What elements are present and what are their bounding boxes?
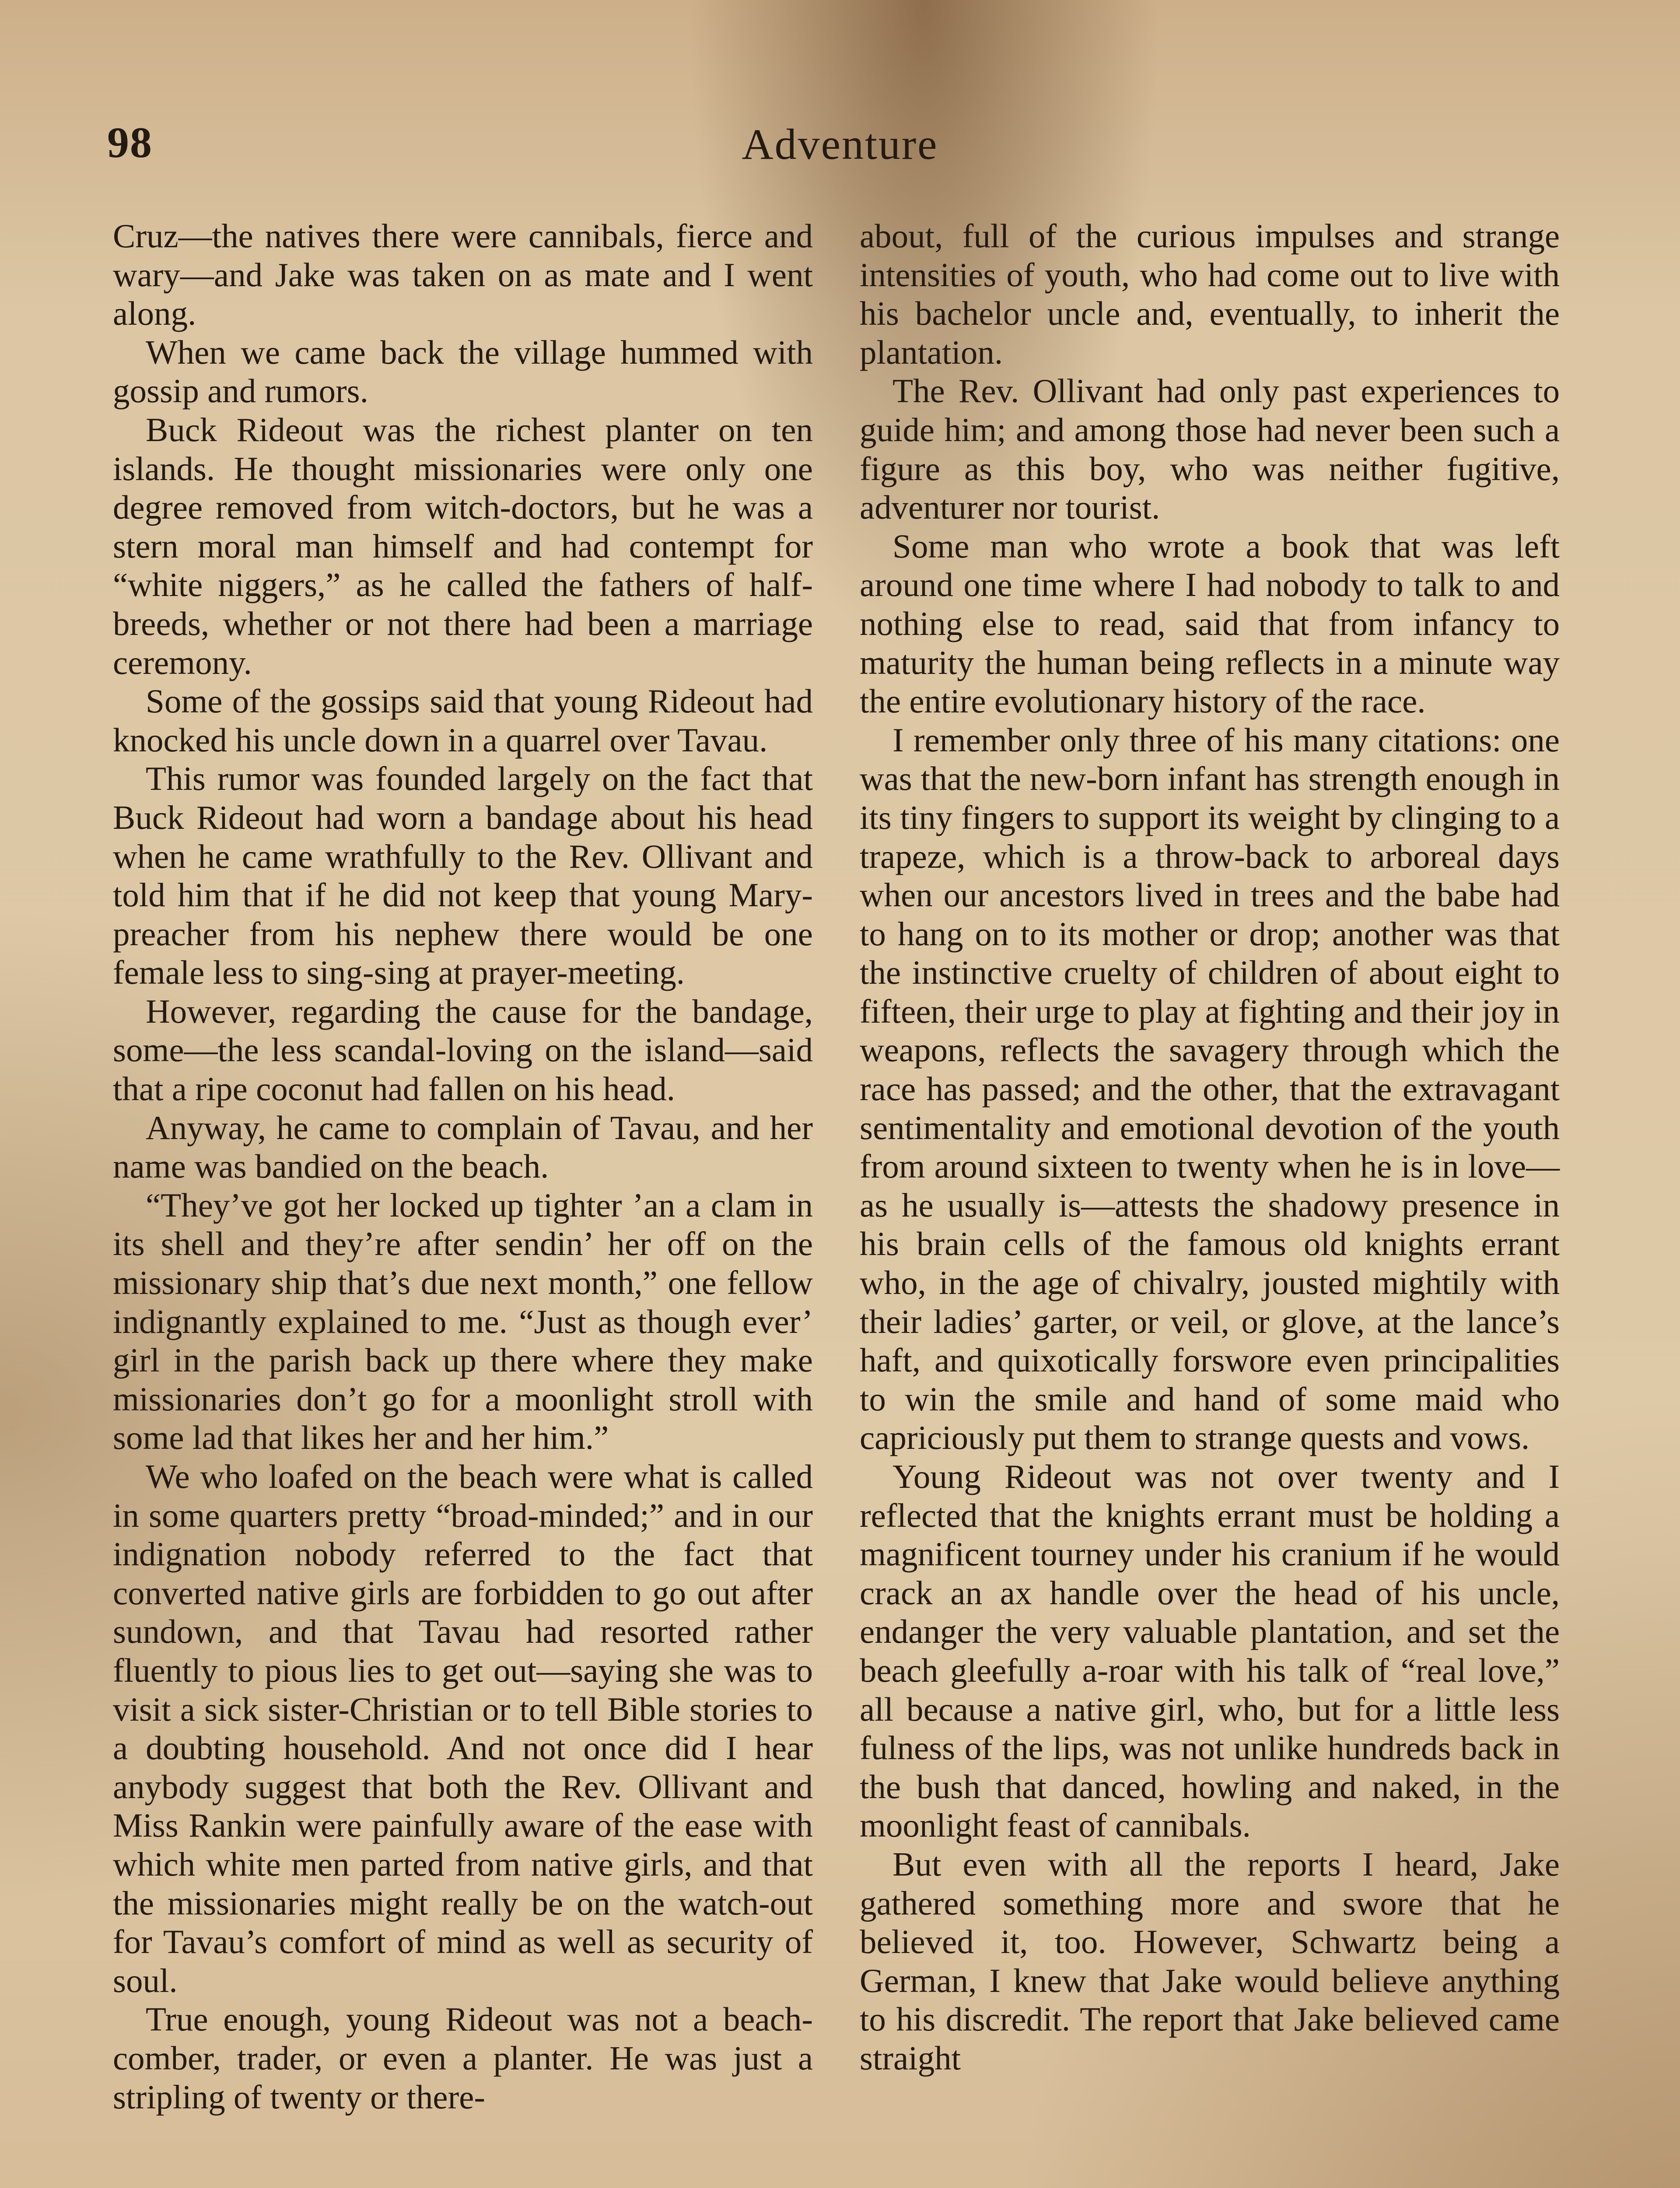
paragraph: When we came back the village hummed with gossip and rumors. xyxy=(113,333,813,410)
paragraph: True enough, young Rideout was not a beach-comber, trader, or even a planter. He was just a stripling of twenty or there- xyxy=(113,2000,813,2116)
right-column xyxy=(860,217,1560,2078)
running-head-title: Adventure xyxy=(742,120,938,168)
page-number: 98 xyxy=(107,118,153,167)
paragraph: I remember only three of his many citations: one was that the new-born infant has strength enough in its tiny fingers to support its weight by clinging to a trapeze, which is a throw-back to arboreal days when our ancestors lived in trees and the babe had to hang on to its mother or drop; another was that the instinctive cruelty of children of about eight to fifteen, their urge to play at fighting and their joy in weapons, reflects the savagery through which the race has passed; and the other, that the extravagant sentimentality and emotional devotion of the youth from around sixteen to twenty when he is in love—as he usually is—attests the shadowy presence in his brain cells of the famous old knights errant who, in the age of chivalry, jousted mightily with their ladies’ garter, or veil, or glove, at the lance’s haft, and quixotically forswore even principalities to win the smile and hand of some maid who capriciously put them to strange quests and vows. xyxy=(860,721,1560,1457)
paragraph: Anyway, he came to complain of Tavau, and her name was bandied on the beach. xyxy=(113,1108,813,1185)
paragraph: We who loafed on the beach were what is called in some quarters pretty “broad-minded;” and in our indignation nobody referred to the fact that converted native girls are forbidden to go out after sundown, and that Tavau had resorted rather fluently to pious lies to get out—saying she was to visit a sick sister-Christian or to tell Bible stories to a doubting household. And not once did I hear anybody suggest that both the Rev. Ollivant and Miss Rankin were painfully aware of the ease with which white men parted from native girls, and that the missionaries might really be on the watch-out for Tavau’s comfort of mind as well as security of soul. xyxy=(113,1458,813,1999)
paragraph: Young Rideout was not over twenty and I reflected that the knights errant must be holding a magnificent tourney under his cranium if he would crack an ax handle over the head of his uncle, endanger the very valuable plantation, and set the beach gleefully a-roar with his talk of “real love,” all because a native girl, who, but for a little less fulness of the lips, was not unlike hundreds back in the bush that danced, howling and naked, in the moonlight feast of cannibals. xyxy=(860,1458,1560,1844)
paragraph: The Rev. Ollivant had only past experiences to guide him; and among those had never been such a figure as this boy, who was neither fugitive, adventurer nor tourist. xyxy=(860,372,1560,526)
paragraph: However, regarding the cause for the bandage, some—the less scandal-loving on the island—said that a ripe coconut had fallen on his head. xyxy=(113,992,813,1108)
paragraph: “They’ve got her locked up tighter ’an a clam in its shell and they’re after sendin’ her off on the missionary ship that’s due next month,” one fellow indignantly explained to me. “Just as though ever’ girl in the parish back up there where they make missionaries don’t go for a moonlight stroll with some lad that likes her and her him.” xyxy=(113,1186,813,1457)
paragraph: Some man who wrote a book that was left around one time where I had nobody to talk to and nothing else to read, said that from infancy to maturity the human being reflects in a minute way the entire evolutionary history of the race. xyxy=(860,527,1560,720)
paragraph: Some of the gossips said that young Rideout had knocked his uncle down in a quarrel over Tavau. xyxy=(113,682,813,759)
paragraph: This rumor was founded largely on the fact that Buck Rideout had worn a bandage about his head when he came wrathfully to the Rev. Ollivant and told him that if he did not keep that young Mary-preacher from his nephew there would be one female less to sing-sing at prayer-meeting. xyxy=(113,760,813,992)
left-column xyxy=(113,217,813,2116)
paragraph: about, full of the curious impulses and strange intensities of youth, who had come out to live with his bachelor uncle and, eventually, to inherit the plantation. xyxy=(860,217,1560,371)
paragraph: But even with all the reports I heard, Jake gathered something more and swore that he believed it, too. However, Schwartz being a German, I knew that Jake would believe anything to his discredit. The report that Jake believed came straight xyxy=(860,1845,1560,2077)
paragraph: Cruz—the natives there were cannibals, fierce and wary—and Jake was taken on as mate and I went along. xyxy=(113,217,813,333)
paragraph: Buck Rideout was the richest planter on ten islands. He thought missionaries were only one degree removed from witch-doctors, but he was a stern moral man himself and had contempt for “white niggers,” as he called the fathers of half-breeds, whether or not there had been a marriage ceremony. xyxy=(113,410,813,681)
